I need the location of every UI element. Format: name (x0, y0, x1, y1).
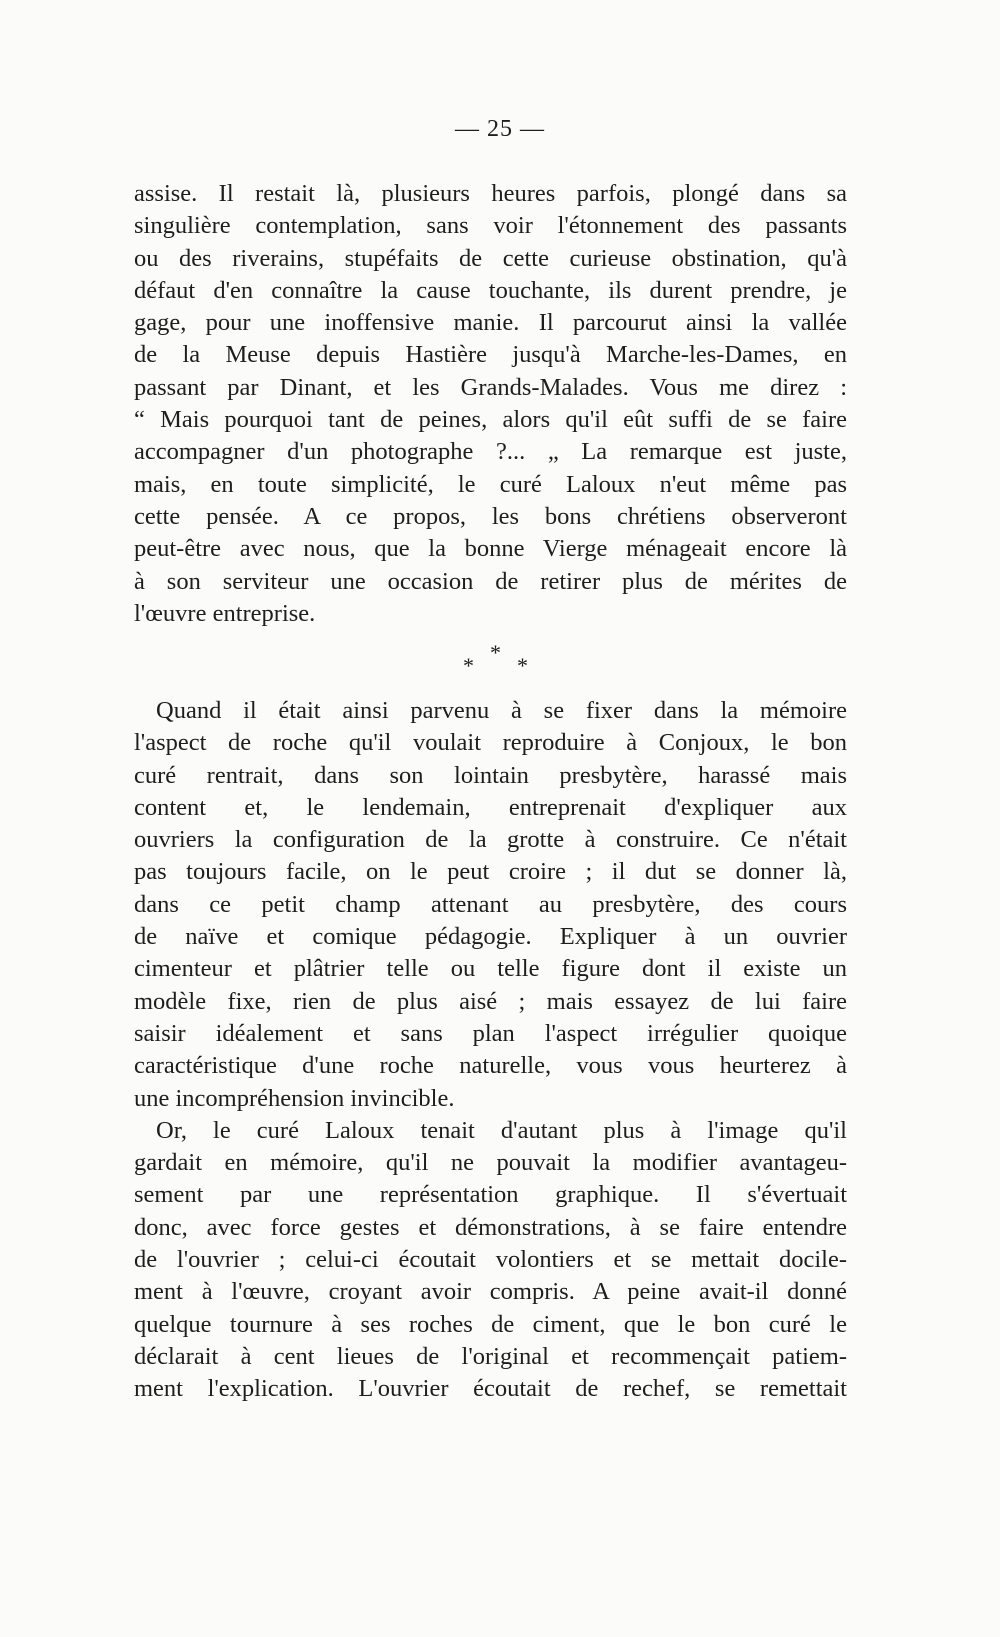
text-line: ou des riverains, stupéfaits de cette curieuse obstination, qu'à (134, 244, 847, 272)
text-line: ment l'explication. L'ouvrier écoutait de rechef, se remettait (134, 1375, 847, 1403)
text-line: saisir idéalement et sans plan l'aspect irrégulier quoique (134, 1019, 847, 1047)
text-line: l'aspect de roche qu'il voulait reproduire à Conjoux, le bon (134, 729, 847, 757)
text-line: assise. Il restait là, plusieurs heures parfois, plongé dans sa (134, 180, 847, 207)
paragraph-3 (134, 1115, 847, 1406)
text-line: cimenteur et plâtrier telle ou telle figure dont il existe un (134, 955, 847, 983)
text-line: de naïve et comique pédagogie. Expliquer à un ouvrier (134, 923, 847, 951)
text-line: Quand il était ainsi parvenu à se fixer dans la mémoire (156, 697, 847, 724)
text-line: “ Mais pourquoi tant de peines, alors qu'il eût suffi de se faire (134, 406, 847, 434)
text-line: à son serviteur une occasion de retirer plus de mérites de (134, 567, 847, 595)
text-line: singulière contemplation, sans voir l'étonnement des passants (134, 212, 847, 240)
text-line: caractéristique d'une roche naturelle, vous vous heurterez à (134, 1052, 847, 1080)
text-line: peut-être avec nous, que la bonne Vierge ménageait encore là (134, 535, 847, 563)
text-line: défaut d'en connaître la cause touchante, ils durent prendre, je (134, 276, 847, 304)
body-text (134, 695, 847, 1406)
text-line: une incompréhension invincible. (134, 1084, 455, 1112)
text-line: donc, avec force gestes et démonstrations, à se faire entendre (134, 1213, 847, 1241)
text-line: cette pensée. A ce propos, les bons chrétiens observeront (134, 502, 847, 530)
text-line: mais, en toute simplicité, le curé Laloux n'eut même pas (134, 470, 847, 498)
asterism-star: * (517, 653, 528, 678)
text-line: ouvriers la configuration de la grotte à construire. Ce n'était (134, 826, 847, 854)
text-line: passant par Dinant, et les Grands-Malades. Vous me direz : (134, 373, 847, 401)
text-line: curé rentrait, dans son lointain presbytère, harassé mais (134, 761, 847, 789)
text-line: ment à l'œuvre, croyant avoir compris. A peine avait-il donné (134, 1278, 847, 1306)
section-separator (0, 640, 1000, 690)
text-line: pas toujours facile, on le peut croire ; il dut se donner là, (134, 858, 847, 886)
text-line: content et, le lendemain, entreprenait d'expliquer aux (134, 793, 847, 821)
paragraph-2 (134, 695, 847, 1115)
text-line: de l'ouvrier ; celui-ci écoutait volontiers et se mettait docile- (134, 1246, 847, 1274)
text-line: sement par une représentation graphique. Il s'évertuait (134, 1181, 847, 1209)
text-line: de la Meuse depuis Hastière jusqu'à Marche-les-Dames, en (134, 341, 847, 369)
text-line: déclarait à cent lieues de l'original et recommençait patiem- (134, 1342, 847, 1370)
paragraph-1 (134, 178, 847, 630)
asterism-star: * (463, 653, 474, 678)
text-line: quelque tournure à ses roches de ciment, que le bon curé le (134, 1310, 847, 1338)
text-line: l'œuvre entreprise. (134, 599, 316, 627)
asterism-star: * (490, 640, 501, 665)
text-line: Or, le curé Laloux tenait d'autant plus à l'image qu'il (156, 1116, 847, 1144)
text-line: modèle fixe, rien de plus aisé ; mais essayez de lui faire (134, 987, 847, 1015)
page-number: — 25 — (455, 116, 545, 142)
text-line: accompagner d'un photographe ?... „ La remarque est juste, (134, 438, 847, 466)
text-line: gage, pour une inoffensive manie. Il parcourut ainsi la vallée (134, 309, 847, 337)
text-line: gardait en mémoire, qu'il ne pouvait la modifier avantageu- (134, 1149, 847, 1177)
text-line: dans ce petit champ attenant au presbytère, des cours (134, 890, 847, 918)
